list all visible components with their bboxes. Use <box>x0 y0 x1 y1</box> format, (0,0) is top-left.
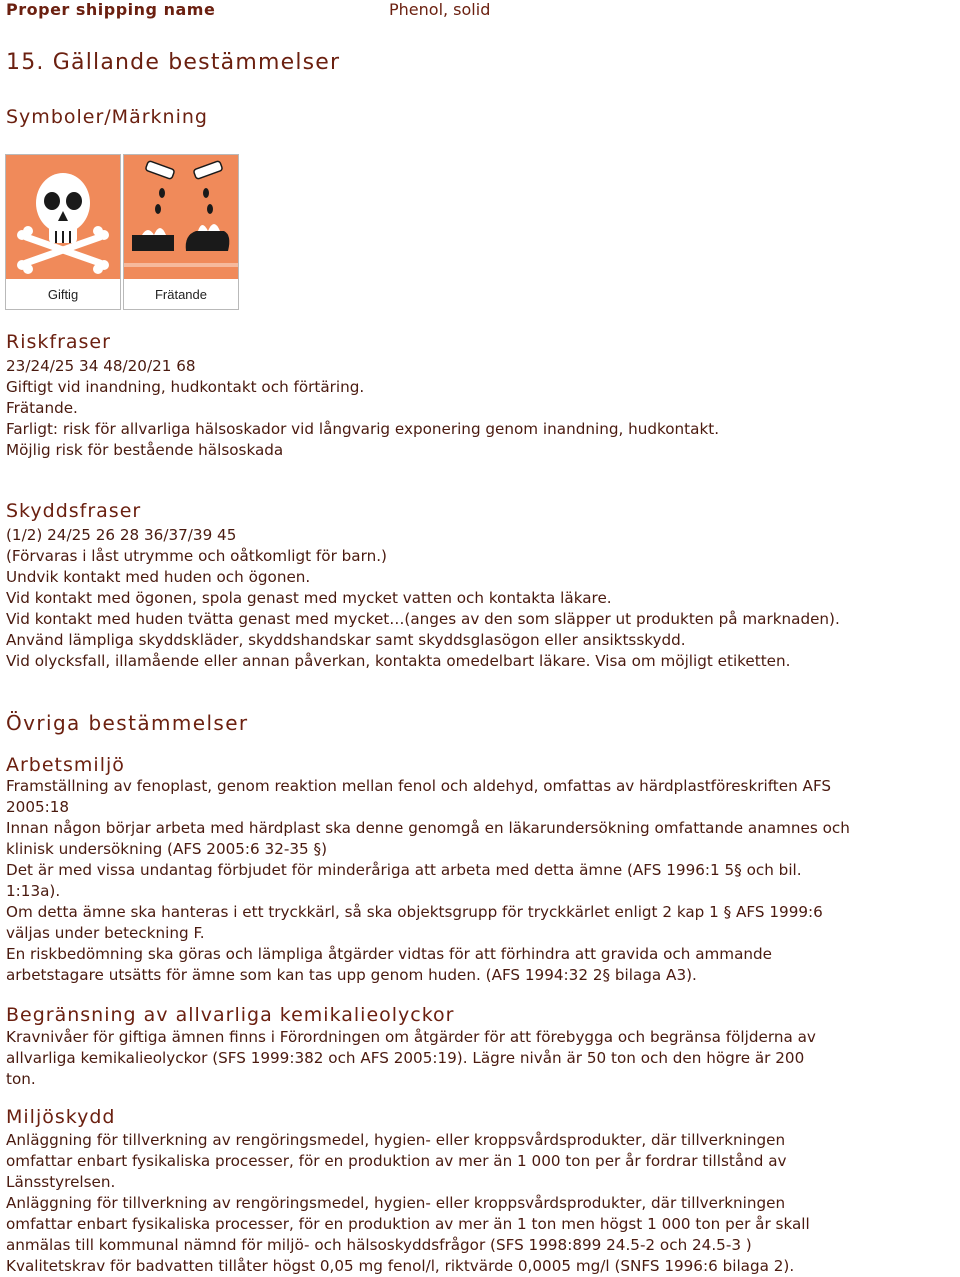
safety-phrase: Vid kontakt med huden tvätta genast med mycket…(anges av den som släpper ut produkten på marknaden). <box>6 610 840 628</box>
safety-phrase: Undvik kontakt med huden och ögonen. <box>6 568 311 586</box>
environment-protection-title: Miljöskydd <box>6 1106 116 1128</box>
risk-phrase: Frätande. <box>6 399 78 417</box>
text-line: Anläggning för tillverkning av rengöringsmedel, hygien- eller kroppsvårdsprodukter, där tillverkningen <box>6 1194 786 1212</box>
skull-crossbones-icon <box>6 155 120 279</box>
environment-protection-text <box>6 1130 960 1277</box>
hazard-symbol-corrosive <box>123 154 239 310</box>
section-15-title: 15. Gällande bestämmelser <box>6 50 341 75</box>
text-line: Länsstyrelsen. <box>6 1173 116 1191</box>
risk-phrase: Giftigt vid inandning, hudkontakt och förtäring. <box>6 378 365 396</box>
hazard-symbol-toxic-caption: Giftig <box>47 286 79 302</box>
major-accidents-text <box>6 1027 960 1090</box>
text-line: Framställning av fenoplast, genom reaktion mellan fenol och aldehyd, omfattas av härdplastföreskriften AFS <box>6 777 832 795</box>
text-line: omfattar enbart fysikaliska processer, för en produktion av mer än 1 ton men högst 1 000 ton per år skall <box>6 1215 810 1233</box>
text-line: arbetstagare utsätts för ämne som kan tas upp genom huden. (AFS 1994:32 2§ bilaga A3). <box>6 966 697 984</box>
text-line: ton. <box>6 1070 36 1088</box>
safety-phrases-list <box>6 525 960 672</box>
risk-phrase: Möjlig risk för bestående hälsoskada <box>6 441 284 459</box>
proper-shipping-name-label: Proper shipping name <box>6 0 216 19</box>
safety-phrase: Använd lämpliga skyddskläder, skyddshandskar samt skyddsglasögon eller ansiktsskydd. <box>6 631 686 649</box>
text-line: Anläggning för tillverkning av rengöringsmedel, hygien- eller kroppsvårdsprodukter, där tillverkningen <box>6 1131 786 1149</box>
text-line: allvarliga kemikalieolyckor (SFS 1999:382 och AFS 2005:19). Lägre nivån är 50 ton och den högre är 200 <box>6 1049 805 1067</box>
safety-phrase: (Förvaras i låst utrymme och oåtkomligt för barn.) <box>6 547 387 565</box>
risk-phrase-codes: 23/24/25 34 48/20/21 68 <box>6 357 196 375</box>
hazard-symbols <box>5 154 239 310</box>
work-environment-title: Arbetsmiljö <box>6 754 125 776</box>
safety-phrases-title: Skyddsfraser <box>6 500 142 522</box>
risk-phrase: Farligt: risk för allvarliga hälsoskador vid långvarig exponering genom inandning, hudkontakt. <box>6 420 720 438</box>
hazard-symbol-toxic <box>5 154 121 310</box>
proper-shipping-name-value: Phenol, solid <box>389 0 491 19</box>
text-line: väljas under beteckning F. <box>6 924 205 942</box>
symbols-title: Symboler/Märkning <box>6 106 208 128</box>
corrosive-icon <box>124 155 238 279</box>
safety-phrase: Vid olycksfall, illamående eller annan påverkan, kontakta omedelbart läkare. Visa om möjligt etiketten. <box>6 652 791 670</box>
text-line: 1:13a). <box>6 882 61 900</box>
safety-phrase: Vid kontakt med ögonen, spola genast med mycket vatten och kontakta läkare. <box>6 589 612 607</box>
text-line: Kvalitetskrav för badvatten tillåter högst 0,05 mg fenol/l, riktvärde 0,0005 mg/l (SNFS 1996:6 bilaga 2). <box>6 1257 795 1275</box>
work-environment-text <box>6 776 960 986</box>
other-regulations-title: Övriga bestämmelser <box>6 711 249 735</box>
text-line: omfattar enbart fysikaliska processer, för en produktion av mer än 1 000 ton per år fordrar tillstånd av <box>6 1152 787 1170</box>
risk-phrases-list <box>6 356 960 461</box>
major-accidents-title: Begränsning av allvarliga kemikalieolyckor <box>6 1004 455 1026</box>
text-line: klinisk undersökning (AFS 2005:6 32-35 §) <box>6 840 328 858</box>
text-line: Innan någon börjar arbeta med härdplast ska denne genomgå en läkarundersökning omfattande anamnes och <box>6 819 850 837</box>
text-line: Det är med vissa undantag förbjudet för minderåriga att arbeta med detta ämne (AFS 1996:1 5§ och bil. <box>6 861 802 879</box>
text-line: anmälas till kommunal nämnd för miljö- och hälsoskyddsfrågor (SFS 1998:899 24.5-2 och 24.5-3 ) <box>6 1236 752 1254</box>
hazard-symbol-corrosive-caption: Frätande <box>154 286 208 302</box>
text-line: Kravnivåer för giftiga ämnen finns i Förordningen om åtgärder för att förebygga och begränsa följderna av <box>6 1028 816 1046</box>
text-line: En riskbedömning ska göras och lämpliga åtgärder vidtas för att förhindra att gravida och ammande <box>6 945 773 963</box>
risk-phrases-title: Riskfraser <box>6 331 111 353</box>
text-line: Om detta ämne ska hanteras i ett tryckkärl, så ska objektsgrupp för tryckkärlet enligt 2 kap 1 § AFS 1999:6 <box>6 903 823 921</box>
safety-phrase-codes: (1/2) 24/25 26 28 36/37/39 45 <box>6 526 237 544</box>
text-line: 2005:18 <box>6 798 70 816</box>
